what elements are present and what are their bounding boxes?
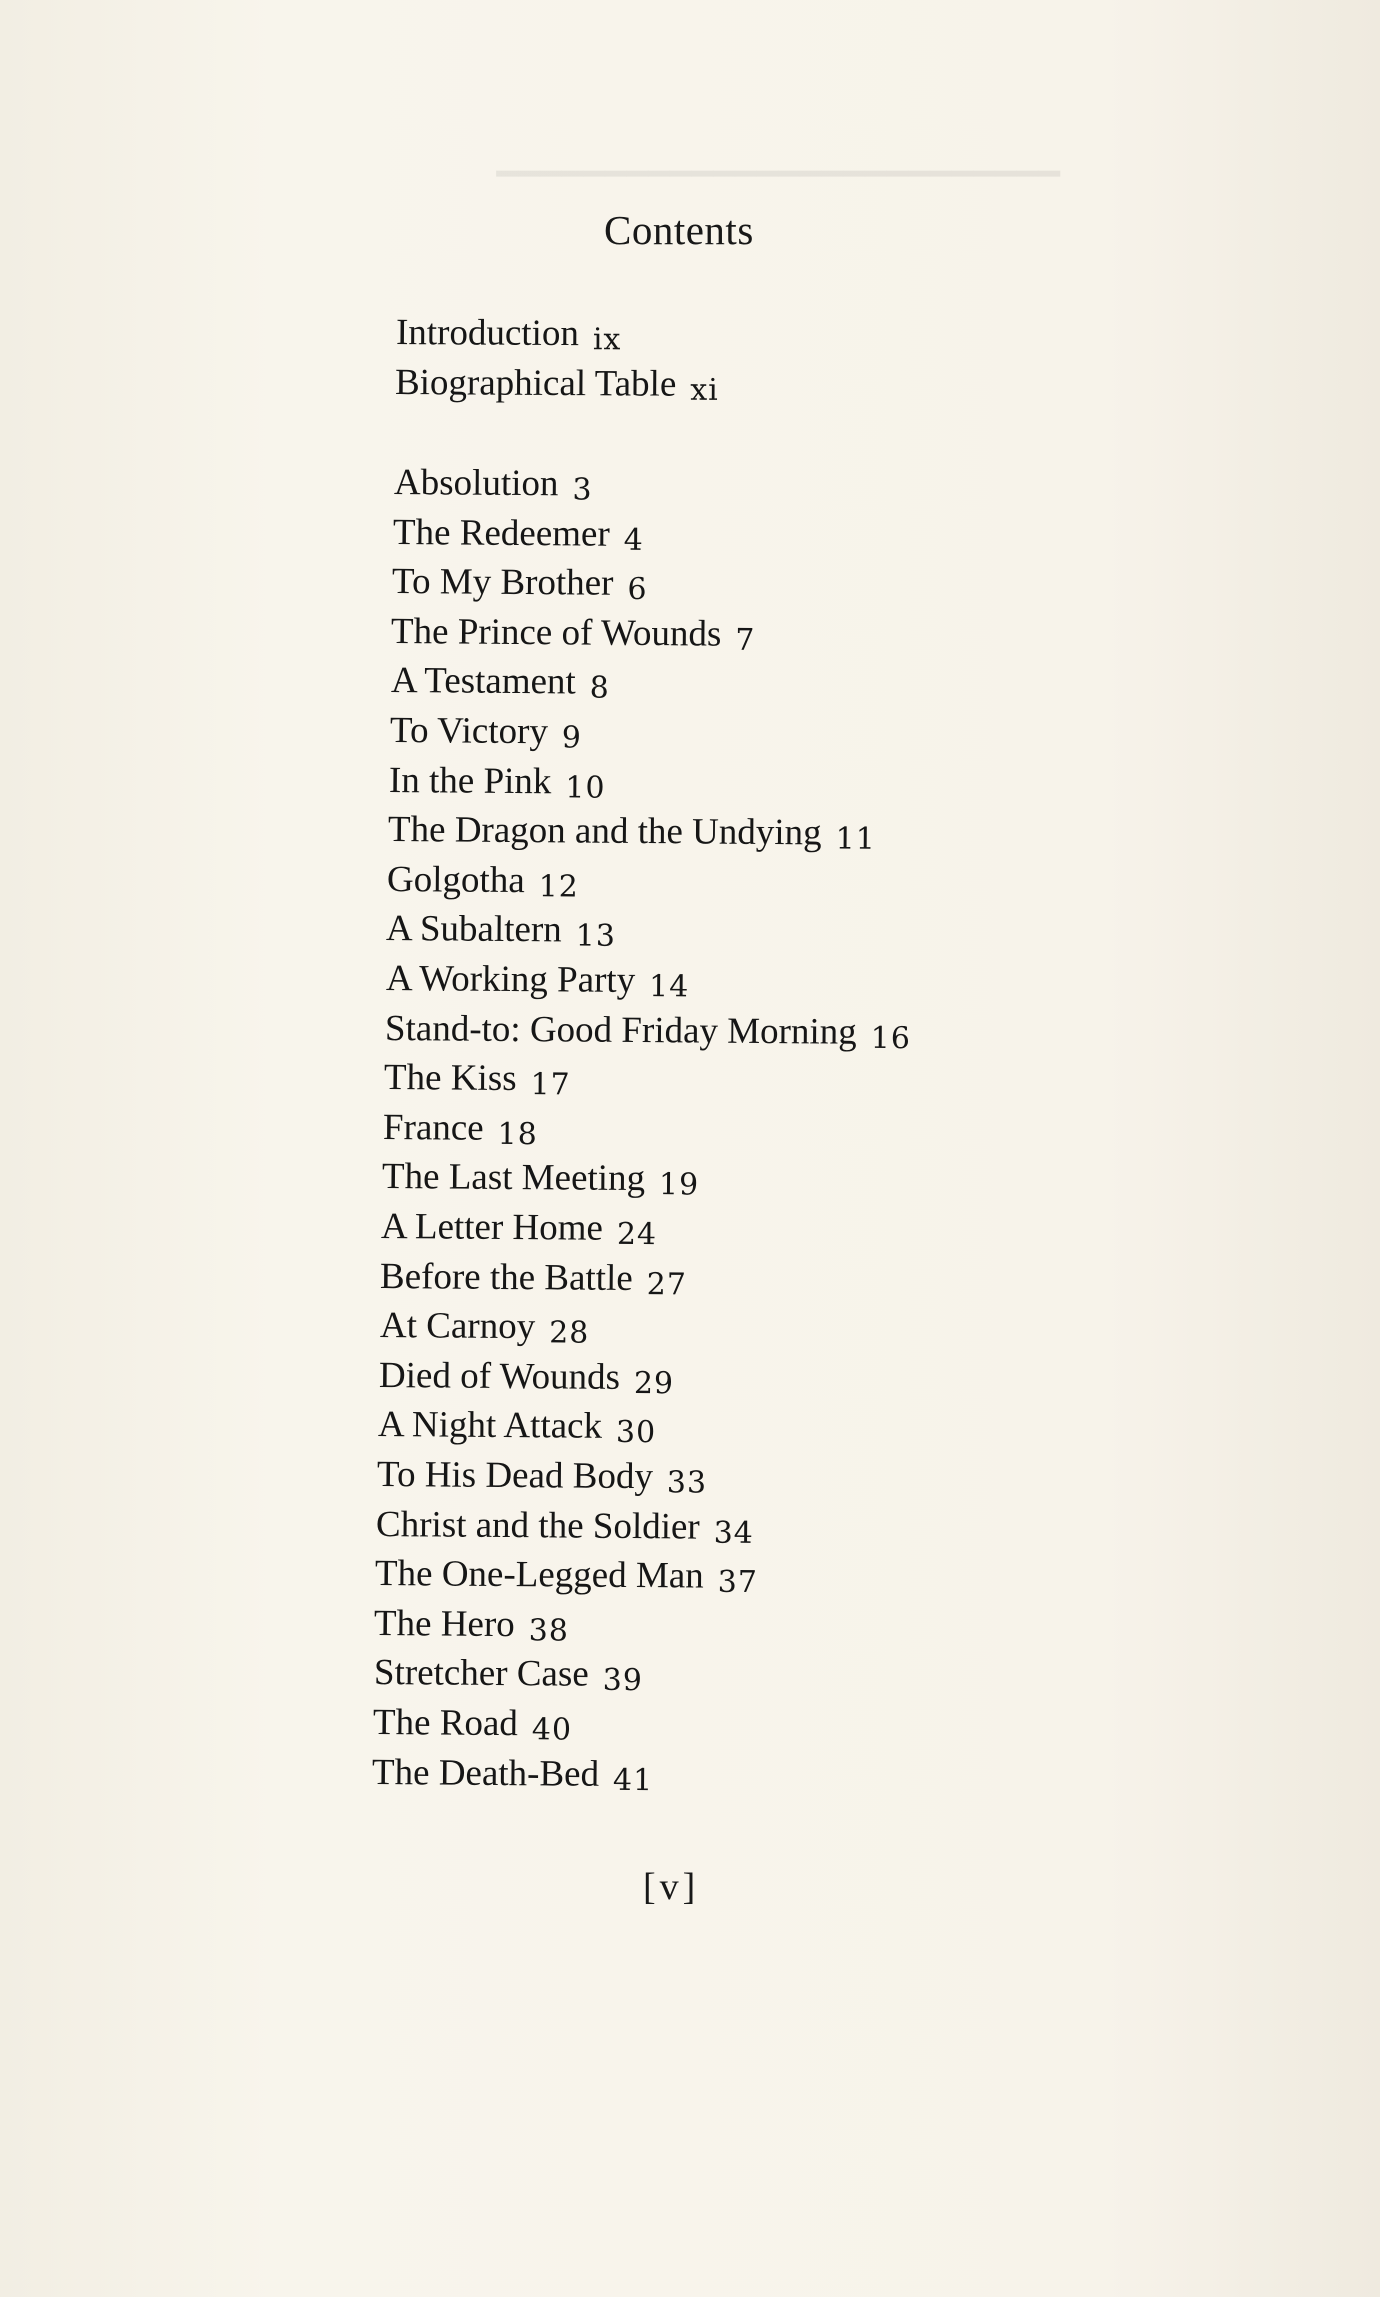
entry-page-number: 9 (561, 720, 582, 756)
entry-title: The Hero (374, 1602, 516, 1645)
entry-page-number: 34 (713, 1515, 755, 1551)
entry-title: France (382, 1106, 484, 1149)
contents-entry (384, 1058, 571, 1101)
entry-page-number: 19 (658, 1167, 700, 1203)
entry-title: Introduction (395, 312, 580, 355)
contents-entry (391, 612, 756, 657)
entry-title: Absolution (393, 462, 559, 505)
entry-title: Biographical Table (395, 362, 677, 405)
contents-entry (396, 313, 622, 356)
entry-page-number: 12 (538, 868, 580, 905)
entry-page-number: 13 (575, 918, 617, 955)
contents-entry (379, 1306, 589, 1350)
contents-entry (392, 562, 648, 606)
contents-entry (390, 711, 582, 755)
contents-entry (378, 1405, 657, 1449)
contents-entry (383, 1108, 538, 1151)
entry-title: Golgotha (387, 858, 526, 901)
entry-title: The Death-Bed (371, 1751, 600, 1795)
contents-entry (373, 1653, 642, 1697)
contents-entry (372, 1753, 654, 1797)
contents-entry (382, 1157, 700, 1201)
entry-title: The Kiss (383, 1057, 517, 1100)
entry-title: A Letter Home (381, 1206, 604, 1249)
entry-title: Stretcher Case (373, 1652, 589, 1696)
entry-title: The Dragon and the Undying (387, 809, 822, 854)
entry-page-number: 38 (529, 1613, 570, 1649)
entry-title: Died of Wounds (378, 1354, 620, 1398)
entry-title: To My Brother (392, 561, 614, 604)
contents-entry (380, 1257, 687, 1301)
entry-page-number: xi (690, 372, 720, 408)
entry-page-number: 37 (717, 1564, 759, 1601)
entry-page-number: 3 (572, 472, 593, 508)
entry-page-number: 7 (735, 622, 756, 658)
page-number: [v] (643, 1866, 700, 1908)
entry-page-number: 10 (565, 769, 606, 806)
entry-page-number: 16 (870, 1020, 911, 1056)
contents-entry (385, 959, 689, 1003)
entry-page-number: 29 (633, 1365, 674, 1402)
entry-page-number: 24 (617, 1216, 658, 1253)
entry-title: In the Pink (388, 759, 552, 802)
entry-page-number: 39 (602, 1663, 643, 1699)
entry-title: A Testament (390, 660, 576, 703)
contents-entry (390, 661, 609, 705)
contents-entry (388, 810, 876, 856)
contents-entry (384, 1009, 910, 1055)
entry-title: The Prince of Wounds (391, 610, 722, 655)
contents-entry (381, 1207, 657, 1251)
entry-title: The Redeemer (392, 511, 611, 555)
contents-entry (373, 1703, 572, 1747)
contents-entry (389, 761, 606, 805)
entry-title: At Carnoy (379, 1305, 535, 1348)
contents-entry (386, 909, 616, 953)
entry-page-number: 27 (646, 1266, 688, 1303)
contents-entry (394, 463, 593, 507)
entry-title: A Working Party (385, 958, 635, 1001)
entry-title: A Subaltern (386, 908, 563, 951)
entry-title: Christ and the Soldier (375, 1503, 701, 1548)
contents-entry (395, 363, 719, 407)
entry-page-number: 17 (530, 1067, 571, 1103)
entry-title: The Road (372, 1702, 518, 1745)
show-through-texture: ━━━━━━━━━━━━━━━━━━━━━━━━━━ (496, 154, 1060, 194)
contents-entry (379, 1356, 674, 1400)
entry-page-number: 40 (531, 1712, 572, 1748)
contents-entry (377, 1455, 707, 1500)
entry-page-number: ix (592, 322, 622, 358)
entry-title: The One-Legged Man (375, 1553, 705, 1597)
entry-page-number: 4 (623, 522, 645, 558)
entry-title: Stand-to: Good Friday Morning (384, 1007, 857, 1053)
entry-page-number: 6 (627, 572, 648, 608)
contents-entry (376, 1505, 754, 1550)
entry-title: To His Dead Body (376, 1454, 654, 1498)
contents-entry (375, 1554, 758, 1599)
page-title: Contents (604, 207, 754, 253)
entry-title: A Night Attack (377, 1404, 603, 1448)
entry-page-number: 18 (497, 1116, 538, 1153)
entry-page-number: 41 (612, 1762, 654, 1798)
entry-title: The Last Meeting (381, 1156, 646, 1200)
entry-page-number: 8 (589, 670, 610, 707)
entry-page-number: 11 (835, 821, 876, 858)
contents-entry (374, 1604, 569, 1648)
entry-title: To Victory (389, 710, 548, 753)
contents-entry (393, 513, 644, 557)
entry-page-number: 33 (666, 1465, 708, 1501)
entry-page-number: 30 (615, 1415, 657, 1451)
entry-page-number: 28 (548, 1315, 590, 1351)
entry-page-number: 14 (648, 969, 689, 1005)
entry-title: Before the Battle (380, 1255, 634, 1299)
contents-entry (387, 860, 579, 904)
